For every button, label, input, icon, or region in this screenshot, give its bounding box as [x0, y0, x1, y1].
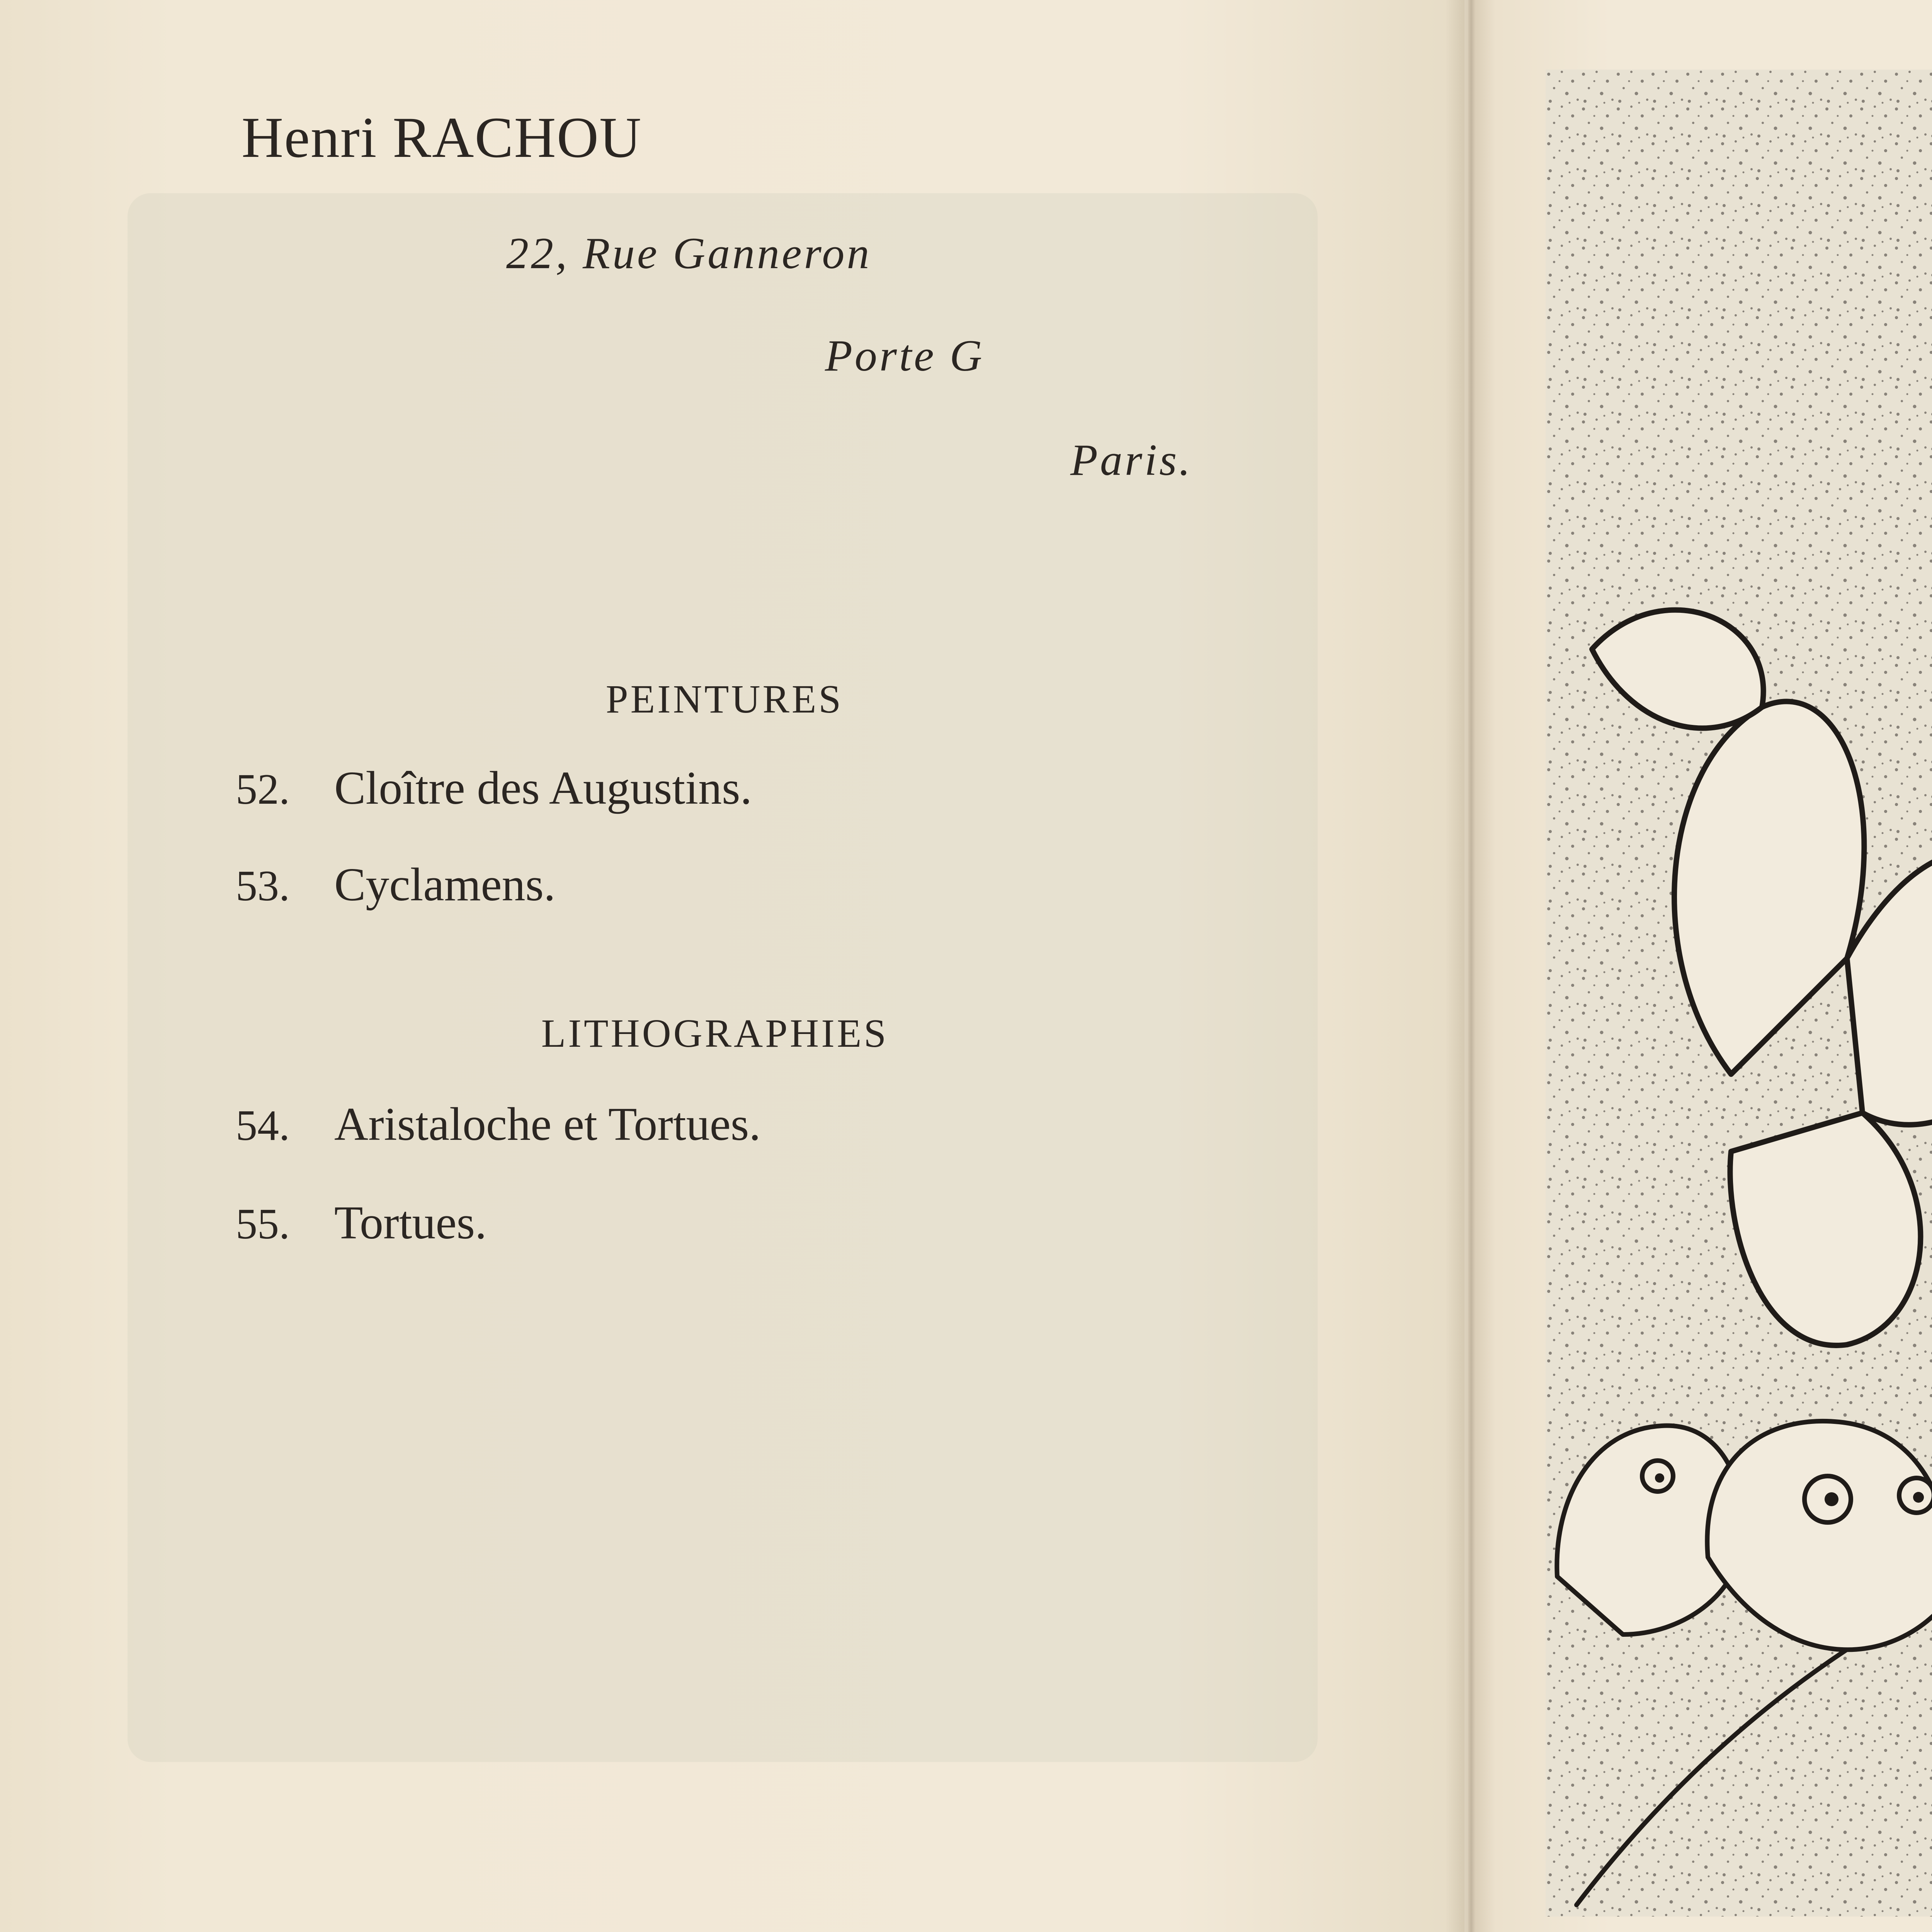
book-gutter [1445, 0, 1495, 1932]
catalogue-item [236, 1097, 761, 1151]
artist-name: Henri RACHOU [242, 105, 642, 170]
item-title: Tortues. [334, 1197, 487, 1249]
item-title: Aristaloche et Tortues. [334, 1098, 761, 1150]
catalogue-item [236, 1196, 487, 1250]
item-number: 52. [236, 765, 290, 813]
lithograph-illustration [1546, 70, 1932, 1917]
item-number: 54. [236, 1102, 290, 1150]
item-title: Cloître des Augustins. [334, 762, 752, 814]
address-line-city: Paris. [1070, 435, 1193, 485]
item-number: 53. [236, 862, 290, 910]
address-line-door: Porte G [825, 331, 985, 381]
section-heading-paintings: PEINTURES [605, 677, 844, 721]
catalogue-item [236, 858, 556, 912]
address-line-street: 22, Rue Ganneron [506, 229, 872, 278]
item-title: Cyclamens. [334, 859, 556, 911]
catalogue-item [236, 761, 752, 815]
show-through-shadow [128, 193, 1318, 1762]
section-heading-lithographs: LITHOGRAPHIES [541, 1011, 889, 1056]
item-number: 55. [236, 1200, 290, 1248]
